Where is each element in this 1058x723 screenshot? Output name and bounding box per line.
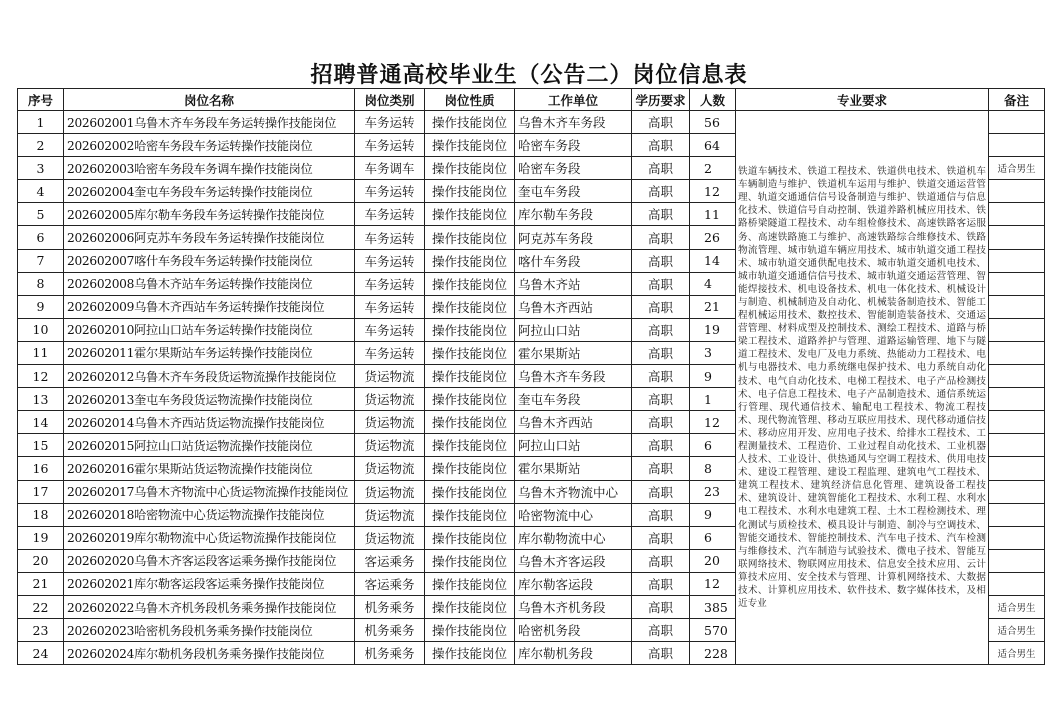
page-title: 招聘普通高校毕业生（公告二）岗位信息表: [310, 63, 748, 88]
cell-category: 车务运转: [355, 111, 425, 134]
cell-seq: 12: [18, 365, 64, 388]
cell-unit: 霍尔果斯站: [515, 457, 632, 480]
cell-nature: 操作技能岗位: [425, 226, 515, 249]
cell-major-requirement: 铁道车辆技术、铁道工程技术、铁道供电技术、铁道机车车辆制造与维护、铁道机车运用与维护、铁道交通运营管理、轨道交通通信信号设备制造与维护、铁道通信与信息化技术、铁道信号自动控制、铁道养路机械应用技术、铁路桥梁隧道工程技术、动车组检修技术、高速铁路客运服务、高速铁路施工与维护、高速铁路综合维修技术、铁路物流管理、城市轨道车辆应用技术、城市轨道交通工程技术、城市轨道交通供配电技术、城市轨道交通机电技术、城市轨道交通通信信号技术、城市轨道交通运营管理、智能焊接技术、机电设备技术、机电一体化技术、机械设计与制造、机械制造及自动化、机械装备制造技术、智能工程机械运用技术、数控技术、智能制造装备技术、交通运营管理、材料成型及控制技术、测绘工程技术、道路与桥梁工程技术、道路养护与管理、道路运输管理、地下与隧道工程技术、发电厂及电力系统、热能动力工程技术、电机与电器技术、电力系统继电保护技术、电力系统自动化技术、电气自动化技术、电梯工程技术、电子产品检测技术、电子信息工程技术、电子产品制造技术、通信系统运行管理、现代通信技术、输配电工程技术、物流工程技术、现代物流管理、移动互联应用技术、现代移动通信技术、移动应用开发、应用电子技术、给排水工程技术、工程测量技术、工程造价、工业过程自动化技术、工业机器人技术、工业设计、供热通风与空调工程技术、供用电技术、建设工程管理、建设工程监理、建筑电气工程技术、建筑工程技术、建筑经济信息化管理、建筑设备工程技术、建筑设计、建筑智能化工程技术、水利工程、水利水电工程技术、水利水电建筑工程、土木工程检测技术、理化测试与质检技术、模具设计与制造、制冷与空调技术、智能交通技术、智能控制技术、汽车电子技术、汽车检测与维修技术、汽车制造与试验技术、微电子技术、智能互联网络技术、物联网应用技术、信息安全技术应用、云计算技术应用、安全技术与管理、计算机网络技术、大数据技术、计算机应用技术、软件技术、数字媒体技术，及相近专业: [736, 111, 989, 665]
cell-position: 202602011霍尔果斯站车务运转操作技能岗位: [64, 341, 355, 364]
table-row: [18, 111, 1045, 134]
cell-unit: 阿克苏车务段: [515, 226, 632, 249]
cell-unit: 阿拉山口站: [515, 318, 632, 341]
cell-note: [989, 434, 1045, 457]
cell-education: 高职: [632, 180, 690, 203]
cell-unit: 乌鲁木齐机务段: [515, 595, 632, 618]
cell-nature: 操作技能岗位: [425, 111, 515, 134]
cell-note: 适合男生: [989, 595, 1045, 618]
cell-count: 228: [690, 642, 736, 665]
cell-unit: 库尔勒机务段: [515, 642, 632, 665]
header-row: [18, 89, 1045, 111]
cell-category: 机务乘务: [355, 642, 425, 665]
cell-unit: 库尔勒客运段: [515, 572, 632, 595]
cell-category: 机务乘务: [355, 595, 425, 618]
cell-position: 202602001乌鲁木齐车务段车务运转操作技能岗位: [64, 111, 355, 134]
cell-nature: 操作技能岗位: [425, 157, 515, 180]
cell-seq: 14: [18, 411, 64, 434]
cell-nature: 操作技能岗位: [425, 272, 515, 295]
cell-note: [989, 341, 1045, 364]
cell-seq: 24: [18, 642, 64, 665]
cell-unit: 乌鲁木齐车务段: [515, 111, 632, 134]
cell-education: 高职: [632, 272, 690, 295]
cell-position: 202602012乌鲁木齐车务段货运物流操作技能岗位: [64, 365, 355, 388]
cell-nature: 操作技能岗位: [425, 503, 515, 526]
cell-note: [989, 388, 1045, 411]
cell-note: [989, 318, 1045, 341]
cell-seq: 21: [18, 572, 64, 595]
cell-category: 车务运转: [355, 295, 425, 318]
cell-position: 202602023哈密机务段机务乘务操作技能岗位: [64, 619, 355, 642]
cell-note: [989, 295, 1045, 318]
cell-nature: 操作技能岗位: [425, 365, 515, 388]
header-unit: 工作单位: [515, 89, 632, 111]
cell-nature: 操作技能岗位: [425, 642, 515, 665]
cell-count: 26: [690, 226, 736, 249]
cell-count: 9: [690, 365, 736, 388]
cell-category: 客运乘务: [355, 549, 425, 572]
cell-education: 高职: [632, 480, 690, 503]
cell-seq: 19: [18, 526, 64, 549]
cell-unit: 喀什车务段: [515, 249, 632, 272]
cell-seq: 23: [18, 619, 64, 642]
cell-nature: 操作技能岗位: [425, 434, 515, 457]
cell-unit: 霍尔果斯站: [515, 341, 632, 364]
cell-seq: 8: [18, 272, 64, 295]
cell-unit: 哈密机务段: [515, 619, 632, 642]
cell-position: 202602017乌鲁木齐物流中心货运物流操作技能岗位: [64, 480, 355, 503]
cell-note: [989, 411, 1045, 434]
cell-category: 货运物流: [355, 388, 425, 411]
cell-seq: 5: [18, 203, 64, 226]
cell-education: 高职: [632, 503, 690, 526]
cell-note: [989, 111, 1045, 134]
cell-seq: 2: [18, 134, 64, 157]
cell-count: 20: [690, 549, 736, 572]
cell-count: 6: [690, 434, 736, 457]
cell-unit: 乌鲁木齐站: [515, 272, 632, 295]
cell-count: 56: [690, 111, 736, 134]
cell-nature: 操作技能岗位: [425, 457, 515, 480]
header-note: 备注: [989, 89, 1045, 111]
cell-count: 12: [690, 572, 736, 595]
cell-unit: 乌鲁木齐西站: [515, 411, 632, 434]
cell-note: [989, 134, 1045, 157]
cell-seq: 7: [18, 249, 64, 272]
cell-position: 202602022乌鲁木齐机务段机务乘务操作技能岗位: [64, 595, 355, 618]
cell-position: 202602016霍尔果斯站货运物流操作技能岗位: [64, 457, 355, 480]
cell-category: 车务运转: [355, 180, 425, 203]
cell-position: 202602008乌鲁木齐站车务运转操作技能岗位: [64, 272, 355, 295]
cell-count: 64: [690, 134, 736, 157]
cell-education: 高职: [632, 226, 690, 249]
cell-note: 适合男生: [989, 619, 1045, 642]
cell-count: 21: [690, 295, 736, 318]
cell-education: 高职: [632, 549, 690, 572]
cell-category: 车务运转: [355, 341, 425, 364]
cell-education: 高职: [632, 572, 690, 595]
cell-count: 3: [690, 341, 736, 364]
cell-position: 202602024库尔勒机务段机务乘务操作技能岗位: [64, 642, 355, 665]
cell-nature: 操作技能岗位: [425, 134, 515, 157]
cell-nature: 操作技能岗位: [425, 595, 515, 618]
cell-note: [989, 180, 1045, 203]
cell-category: 机务乘务: [355, 619, 425, 642]
cell-count: 19: [690, 318, 736, 341]
cell-note: [989, 457, 1045, 480]
cell-unit: 哈密物流中心: [515, 503, 632, 526]
cell-category: 车务运转: [355, 134, 425, 157]
cell-count: 14: [690, 249, 736, 272]
cell-category: 客运乘务: [355, 572, 425, 595]
cell-nature: 操作技能岗位: [425, 341, 515, 364]
cell-count: 1: [690, 388, 736, 411]
cell-count: 9: [690, 503, 736, 526]
cell-category: 货运物流: [355, 434, 425, 457]
cell-unit: 哈密车务段: [515, 134, 632, 157]
cell-education: 高职: [632, 411, 690, 434]
cell-unit: 库尔勒车务段: [515, 203, 632, 226]
cell-unit: 奎屯车务段: [515, 388, 632, 411]
cell-position: 202602019库尔勒物流中心货运物流操作技能岗位: [64, 526, 355, 549]
cell-education: 高职: [632, 642, 690, 665]
cell-education: 高职: [632, 365, 690, 388]
cell-category: 货运物流: [355, 365, 425, 388]
cell-education: 高职: [632, 341, 690, 364]
cell-unit: 乌鲁木齐西站: [515, 295, 632, 318]
cell-note: [989, 503, 1045, 526]
cell-education: 高职: [632, 249, 690, 272]
cell-position: 202602003哈密车务段车务调车操作技能岗位: [64, 157, 355, 180]
cell-education: 高职: [632, 434, 690, 457]
header-education: 学历要求: [632, 89, 690, 111]
cell-note: [989, 226, 1045, 249]
cell-seq: 22: [18, 595, 64, 618]
cell-count: 8: [690, 457, 736, 480]
cell-position: 202602004奎屯车务段车务运转操作技能岗位: [64, 180, 355, 203]
cell-count: 385: [690, 595, 736, 618]
cell-education: 高职: [632, 203, 690, 226]
cell-note: [989, 572, 1045, 595]
header-count: 人数: [690, 89, 736, 111]
cell-position: 202602020乌鲁木齐客运段客运乘务操作技能岗位: [64, 549, 355, 572]
cell-seq: 9: [18, 295, 64, 318]
cell-unit: 库尔勒物流中心: [515, 526, 632, 549]
cell-seq: 10: [18, 318, 64, 341]
cell-position: 202602013奎屯车务段货运物流操作技能岗位: [64, 388, 355, 411]
cell-category: 车务运转: [355, 249, 425, 272]
cell-category: 车务运转: [355, 272, 425, 295]
cell-seq: 15: [18, 434, 64, 457]
cell-education: 高职: [632, 318, 690, 341]
cell-seq: 17: [18, 480, 64, 503]
header-category: 岗位类别: [355, 89, 425, 111]
header-nature: 岗位性质: [425, 89, 515, 111]
cell-unit: 乌鲁木齐物流中心: [515, 480, 632, 503]
header-position: 岗位名称: [64, 89, 355, 111]
cell-note: [989, 365, 1045, 388]
cell-unit: 哈密车务段: [515, 157, 632, 180]
cell-note: 适合男生: [989, 157, 1045, 180]
cell-seq: 20: [18, 549, 64, 572]
cell-nature: 操作技能岗位: [425, 295, 515, 318]
cell-nature: 操作技能岗位: [425, 388, 515, 411]
cell-education: 高职: [632, 595, 690, 618]
cell-position: 202602009乌鲁木齐西站车务运转操作技能岗位: [64, 295, 355, 318]
job-table: [17, 88, 1045, 665]
cell-note: [989, 249, 1045, 272]
cell-count: 570: [690, 619, 736, 642]
cell-nature: 操作技能岗位: [425, 572, 515, 595]
cell-unit: 奎屯车务段: [515, 180, 632, 203]
cell-position: 202602021库尔勒客运段客运乘务操作技能岗位: [64, 572, 355, 595]
cell-note: 适合男生: [989, 642, 1045, 665]
cell-seq: 6: [18, 226, 64, 249]
cell-category: 货运物流: [355, 411, 425, 434]
cell-note: [989, 480, 1045, 503]
cell-education: 高职: [632, 457, 690, 480]
cell-education: 高职: [632, 295, 690, 318]
cell-position: 202602014乌鲁木齐西站货运物流操作技能岗位: [64, 411, 355, 434]
cell-note: [989, 203, 1045, 226]
cell-education: 高职: [632, 111, 690, 134]
cell-category: 货运物流: [355, 526, 425, 549]
cell-position: 202602002哈密车务段车务运转操作技能岗位: [64, 134, 355, 157]
cell-count: 12: [690, 180, 736, 203]
cell-seq: 11: [18, 341, 64, 364]
cell-position: 202602007喀什车务段车务运转操作技能岗位: [64, 249, 355, 272]
cell-category: 货运物流: [355, 503, 425, 526]
cell-count: 4: [690, 272, 736, 295]
cell-nature: 操作技能岗位: [425, 480, 515, 503]
cell-education: 高职: [632, 157, 690, 180]
cell-nature: 操作技能岗位: [425, 526, 515, 549]
cell-nature: 操作技能岗位: [425, 249, 515, 272]
cell-nature: 操作技能岗位: [425, 549, 515, 572]
cell-education: 高职: [632, 526, 690, 549]
cell-seq: 3: [18, 157, 64, 180]
cell-count: 6: [690, 526, 736, 549]
cell-position: 202602006阿克苏车务段车务运转操作技能岗位: [64, 226, 355, 249]
cell-seq: 4: [18, 180, 64, 203]
header-major: 专业要求: [736, 89, 989, 111]
cell-note: [989, 549, 1045, 572]
cell-position: 202602015阿拉山口站货运物流操作技能岗位: [64, 434, 355, 457]
cell-unit: 阿拉山口站: [515, 434, 632, 457]
cell-note: [989, 526, 1045, 549]
cell-unit: 乌鲁木齐客运段: [515, 549, 632, 572]
cell-seq: 13: [18, 388, 64, 411]
cell-nature: 操作技能岗位: [425, 318, 515, 341]
cell-category: 货运物流: [355, 457, 425, 480]
cell-education: 高职: [632, 134, 690, 157]
cell-nature: 操作技能岗位: [425, 203, 515, 226]
cell-education: 高职: [632, 619, 690, 642]
cell-unit: 乌鲁木齐车务段: [515, 365, 632, 388]
cell-position: 202602005库尔勒车务段车务运转操作技能岗位: [64, 203, 355, 226]
cell-category: 车务调车: [355, 157, 425, 180]
cell-position: 202602010阿拉山口站车务运转操作技能岗位: [64, 318, 355, 341]
cell-category: 货运物流: [355, 480, 425, 503]
cell-position: 202602018哈密物流中心货运物流操作技能岗位: [64, 503, 355, 526]
cell-seq: 18: [18, 503, 64, 526]
cell-nature: 操作技能岗位: [425, 619, 515, 642]
cell-nature: 操作技能岗位: [425, 411, 515, 434]
cell-seq: 16: [18, 457, 64, 480]
cell-count: 12: [690, 411, 736, 434]
cell-category: 车务运转: [355, 226, 425, 249]
cell-count: 2: [690, 157, 736, 180]
cell-category: 车务运转: [355, 203, 425, 226]
cell-count: 23: [690, 480, 736, 503]
cell-note: [989, 272, 1045, 295]
cell-education: 高职: [632, 388, 690, 411]
cell-nature: 操作技能岗位: [425, 180, 515, 203]
header-seq: 序号: [18, 89, 64, 111]
cell-seq: 1: [18, 111, 64, 134]
cell-category: 车务运转: [355, 318, 425, 341]
cell-count: 11: [690, 203, 736, 226]
